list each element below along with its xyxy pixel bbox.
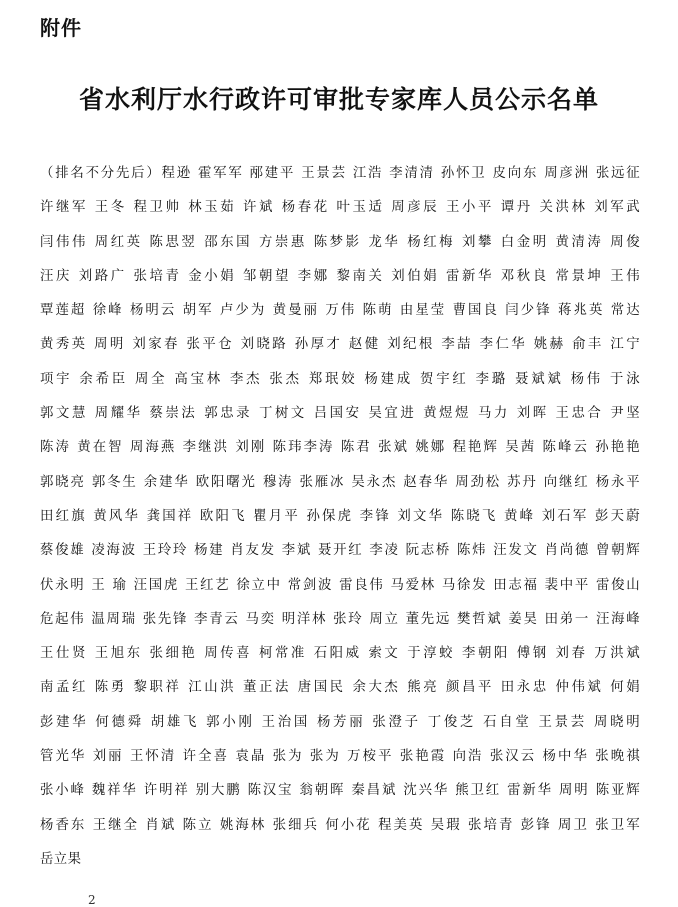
name-list-line: 张小峰 魏祥华 许明祥 别大鹏 陈汉宝 翁朝晖 秦昌斌 沈兴华 熊卫红 雷新华 周明 陈亚辉 — [40, 783, 640, 799]
name-list-line: 项宇 余希臣 周全 高宝林 李杰 张杰 郑珉姣 杨建成 贺宇红 李璐 聂斌斌 杨伟 于泳 — [40, 371, 640, 387]
expert-name-list — [40, 163, 640, 883]
name-list-line: 蔡俊雄 凌海波 王玲玲 杨建 肖友发 李斌 聂开红 李凌 阮志桥 陈炜 汪发文 肖尚德 曾朝辉 — [40, 543, 640, 559]
name-list-line: 汪庆 刘路广 张培青 金小娟 邹朝望 李娜 黎南关 刘伯娟 雷新华 邓秋良 常景坤 王伟 — [40, 268, 640, 284]
name-list-line: 覃莲超 徐峰 杨明云 胡军 卢少为 黄曼丽 万伟 陈萌 由星莹 曹国良 闫少锋 蒋兆英 常达 — [40, 303, 640, 319]
name-list-line: 岳立果 — [40, 851, 82, 867]
name-list-line: 伏永明 王 瑜 汪国虎 王红艺 徐立中 常剑波 雷良伟 马爱林 马徐发 田志福 裴中平 雷俊山 — [40, 577, 640, 593]
name-list-line: 郭晓亮 郭冬生 余建华 欧阳曙光 穆涛 张雁冰 吴永杰 赵春华 周劲松 苏丹 向继红 杨永平 — [40, 474, 640, 490]
page-number: 2 — [88, 893, 96, 907]
name-list-line: 彭建华 何德舜 胡雄飞 郭小刚 王治国 杨芳丽 张澄子 丁俊芝 石自堂 王景芸 周晓明 — [40, 714, 640, 730]
name-list-line: 管光华 刘丽 王怀清 许全喜 袁晶 张为 张为 万桉平 张艳霞 向浩 张汉云 杨中华 张晚祺 — [40, 749, 640, 765]
name-list-line: 闫伟伟 周红英 陈思翌 邵东国 方崇惠 陈梦影 龙华 杨红梅 刘攀 白金明 黄清涛 周俊 — [40, 234, 640, 250]
name-list-line: 陈涛 黄在智 周海燕 李继洪 刘刚 陈玮李涛 陈君 张斌 姚娜 程艳辉 吴茜 陈峰云 孙艳艳 — [40, 440, 640, 456]
name-list-line: 许继军 王冬 程卫帅 林玉茹 许斌 杨春花 叶玉适 周彦辰 王小平 谭丹 关洪林 刘军武 — [40, 200, 640, 216]
page-title: 省水利厅水行政许可审批专家库人员公示名单 — [78, 85, 599, 114]
name-list-line: （排名不分先后）程逊 霍军军 邴建平 王景芸 江浩 李清清 孙怀卫 皮向东 周彦洲 张远征 — [40, 166, 640, 181]
name-list-line: 黄秀英 周明 刘家春 张平仓 刘晓路 孙厚才 赵健 刘纪根 李喆 李仁华 姚赫 俞丰 江宁 — [40, 337, 640, 353]
name-list-line: 田红旗 黄风华 龚国祥 欧阳飞 瞿月平 孙保虎 李锋 刘文华 陈晓飞 黄峰 刘石军 彭天蔚 — [40, 508, 640, 524]
attachment-label: 附件 — [40, 16, 82, 40]
name-list-line: 王仕贤 王旭东 张细艳 周传喜 柯常准 石阳威 索文 于淳蛟 李朝阳 傅钢 刘春 万洪斌 — [40, 646, 640, 662]
name-list-line: 南孟红 陈勇 黎职祥 江山洪 董正法 唐国民 余大杰 熊亮 颜昌平 田永忠 仲伟斌 何娟 — [40, 680, 640, 696]
name-list-line: 郭文慧 周耀华 蔡崇法 郭忠录 丁树文 吕国安 吴宜进 黄煜煜 马力 刘晖 王忠合 尹坚 — [40, 406, 640, 422]
name-list-line: 危起伟 温周瑞 张先锋 李青云 马奕 明洋林 张玲 周立 董先远 樊哲斌 姜昊 田弟一 汪海峰 — [40, 611, 640, 627]
name-list-line: 杨香东 王继全 肖斌 陈立 姚海林 张细兵 何小花 程美英 吴瑕 张培青 彭锋 周卫 张卫军 — [40, 817, 640, 833]
